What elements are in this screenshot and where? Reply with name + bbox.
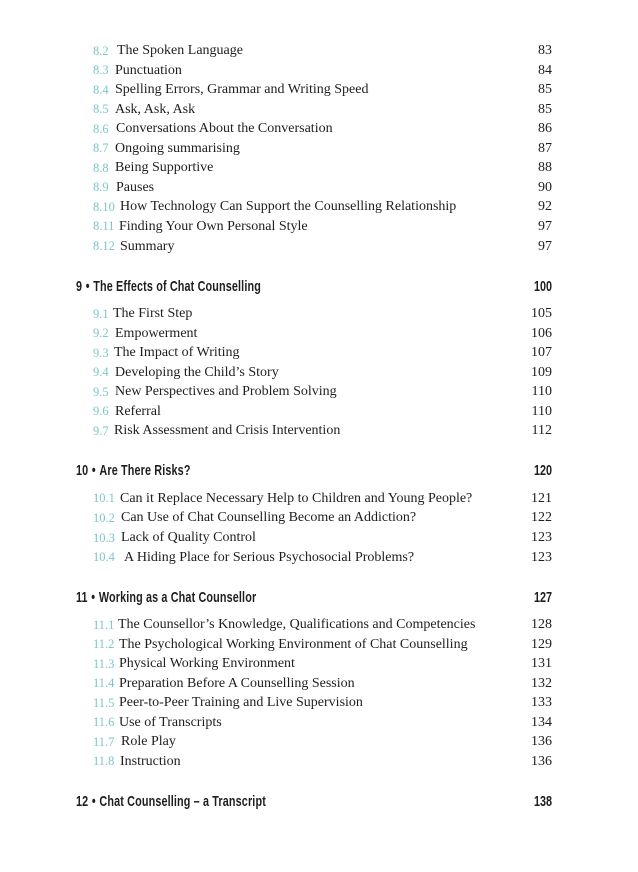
page-number: 90 [538,179,552,195]
section-number: 8.2 [93,43,109,58]
toc-entry-9-1 [0,304,638,324]
section-title: Peer-to-Peer Training and Live Supervision [119,695,363,711]
section-number: 11.8 [93,754,115,769]
section-title: Can it Replace Necessary Help to Children and Young People? [120,490,473,506]
page-number: 107 [531,345,552,361]
toc-entry-8-12 [0,237,638,257]
section-title: Empowerment [115,325,198,341]
toc-entry-11-7 [0,732,638,752]
section-number: 11.4 [93,676,115,691]
separator-dot: • [85,277,90,295]
section-number: 9.1 [93,306,109,321]
separator-dot: • [91,793,96,810]
toc-entry-8-4 [0,80,638,100]
toc-entry-10-4 [0,548,638,568]
section-title: Developing the Child’s Story [115,364,279,380]
chapter-title-text: Are There Risks? [99,462,191,480]
section-title: A Hiding Place for Serious Psychosocial Problems? [124,549,415,565]
section-number: 11.3 [93,656,115,671]
toc-entry-10-1 [0,489,638,509]
section-title: Lack of Quality Control [121,530,256,545]
section-number: 10.1 [93,491,115,506]
section-number: 8.12 [93,239,115,253]
toc-entry-9-3 [0,343,638,363]
chapter-title [76,589,256,606]
page-number: 110 [531,384,552,400]
section-title: Pauses [116,179,155,195]
page-number: 131 [531,656,552,672]
toc-entry-11-8 [0,752,638,772]
page-number: 136 [531,753,552,769]
chapter-heading-9 [0,275,638,297]
chapter-number: 12 [76,793,89,810]
page-number: 112 [531,423,552,439]
chapter-title-text: The Effects of Chat Counselling [93,277,261,295]
toc-entry-8-5 [0,100,638,120]
page-number: 120 [533,462,552,480]
section-title: New Perspectives and Problem Solving [115,384,337,400]
page-number: 136 [531,734,552,750]
section-title: Instruction [120,753,181,769]
section-title: Summary [120,238,175,254]
chapter-title-text: Chat Counselling – a Transcript [99,793,266,810]
page-number: 138 [533,793,552,810]
chapter-heading-11 [0,586,638,608]
section-title: The First Step [113,306,193,322]
section-title: Ongoing summarising [115,140,240,156]
section-number: 8.5 [93,102,109,117]
chapter-heading-12 [0,791,638,813]
page-number: 123 [531,549,552,565]
page-number: 106 [531,325,552,341]
page-number: 133 [531,695,552,711]
toc-entry-9-7 [0,421,638,441]
section-title: Being Supportive [115,160,214,176]
page-number: 86 [538,121,552,137]
section-number: 11.2 [93,637,115,652]
section-number: 11.1 [93,617,115,632]
page-number: 121 [531,490,552,506]
page-number: 97 [538,238,552,254]
chapter-title-text: Working as a Chat Counsellor [98,588,257,606]
chapter-number: 11 [76,588,88,606]
section-title: How Technology Can Support the Counselling Relationship [120,199,457,215]
section-number: 8.3 [93,63,109,78]
toc-entry-8-6 [0,119,638,139]
toc-entry-8-3 [0,61,638,81]
toc-entry-11-3 [0,654,638,674]
chapter-title [76,278,261,295]
page-number: 92 [538,199,552,215]
section-title: Finding Your Own Personal Style [119,218,308,234]
section-number: 9.5 [93,384,109,399]
section-title: Physical Working Environment [119,656,295,672]
section-title: Conversations About the Conversation [116,121,333,137]
page-number: 110 [531,403,552,419]
toc-entry-9-5 [0,382,638,402]
toc-entry-11-2 [0,635,638,655]
toc-entry-11-4 [0,674,638,694]
toc-entry-11-5 [0,693,638,713]
section-number: 8.10 [93,199,115,214]
section-title: The Spoken Language [117,43,243,58]
toc-entry-8-7 [0,139,638,159]
toc-entry-8-8 [0,158,638,178]
section-title: Referral [115,403,161,419]
page-number: 88 [538,160,552,176]
chapter-number: 10 [76,462,89,480]
section-number: 10.2 [93,510,115,525]
page-number: 85 [538,101,552,117]
section-number: 9.7 [93,423,109,438]
section-number: 8.9 [93,180,109,195]
page-number: 97 [538,218,552,234]
section-title: Use of Transcripts [119,714,222,730]
toc-entry-11-1 [0,615,638,635]
toc-entry-9-6 [0,402,638,422]
separator-dot: • [91,462,96,480]
section-title: Preparation Before A Counselling Session [119,675,355,691]
separator-dot: • [91,588,96,606]
chapter-title [76,793,266,810]
page-number: 134 [531,714,552,730]
chapter-number: 9 [76,277,83,295]
section-number: 9.2 [93,326,109,341]
page-number: 129 [531,636,552,652]
section-title: Risk Assessment and Crisis Intervention [114,423,341,439]
section-number: 9.4 [93,365,109,380]
page-number: 128 [531,617,552,633]
page-number: 122 [531,510,552,526]
section-title: Role Play [121,734,176,750]
section-number: 8.11 [93,219,115,234]
section-number: 8.4 [93,82,109,97]
section-number: 8.6 [93,121,109,136]
section-title: Spelling Errors, Grammar and Writing Speed [115,82,369,98]
page-number: 100 [533,277,552,295]
section-title: The Psychological Working Environment of Chat Counselling [119,636,468,652]
toc-entry-11-6 [0,713,638,733]
section-number: 9.6 [93,404,109,419]
section-title: The Counsellor’s Knowledge, Qualifications and Competencies [118,617,476,633]
toc-entry-10-3 [0,528,638,548]
section-number: 8.8 [93,160,109,175]
toc-entry-8-9 [0,178,638,198]
page-number: 123 [531,530,552,545]
section-number: 10.3 [93,530,115,545]
section-number: 11.5 [93,695,115,710]
section-number: 8.7 [93,141,109,156]
page-number: 87 [538,140,552,156]
page-number: 127 [533,588,552,606]
toc-entry-9-2 [0,324,638,344]
section-number: 9.3 [93,345,109,360]
toc-entry-9-4 [0,363,638,383]
section-title: Punctuation [115,62,182,78]
toc-entry-10-2 [0,508,638,528]
section-number: 10.4 [93,550,115,565]
section-number: 11.6 [93,715,115,730]
toc-entry-8-10 [0,197,638,217]
page-number: 105 [531,306,552,322]
toc-entry-8-2 [0,41,638,61]
chapter-title [76,462,191,479]
toc-entry-8-11 [0,217,638,237]
page-number: 109 [531,364,552,380]
section-title: The Impact of Writing [114,345,240,361]
page-number: 85 [538,82,552,98]
page-number: 132 [531,675,552,691]
page-number: 84 [538,62,552,78]
section-number: 11.7 [93,734,115,749]
chapter-heading-10 [0,460,638,482]
section-title: Ask, Ask, Ask [115,101,196,117]
section-title: Can Use of Chat Counselling Become an Addiction? [121,510,417,526]
page-number: 83 [538,43,552,58]
